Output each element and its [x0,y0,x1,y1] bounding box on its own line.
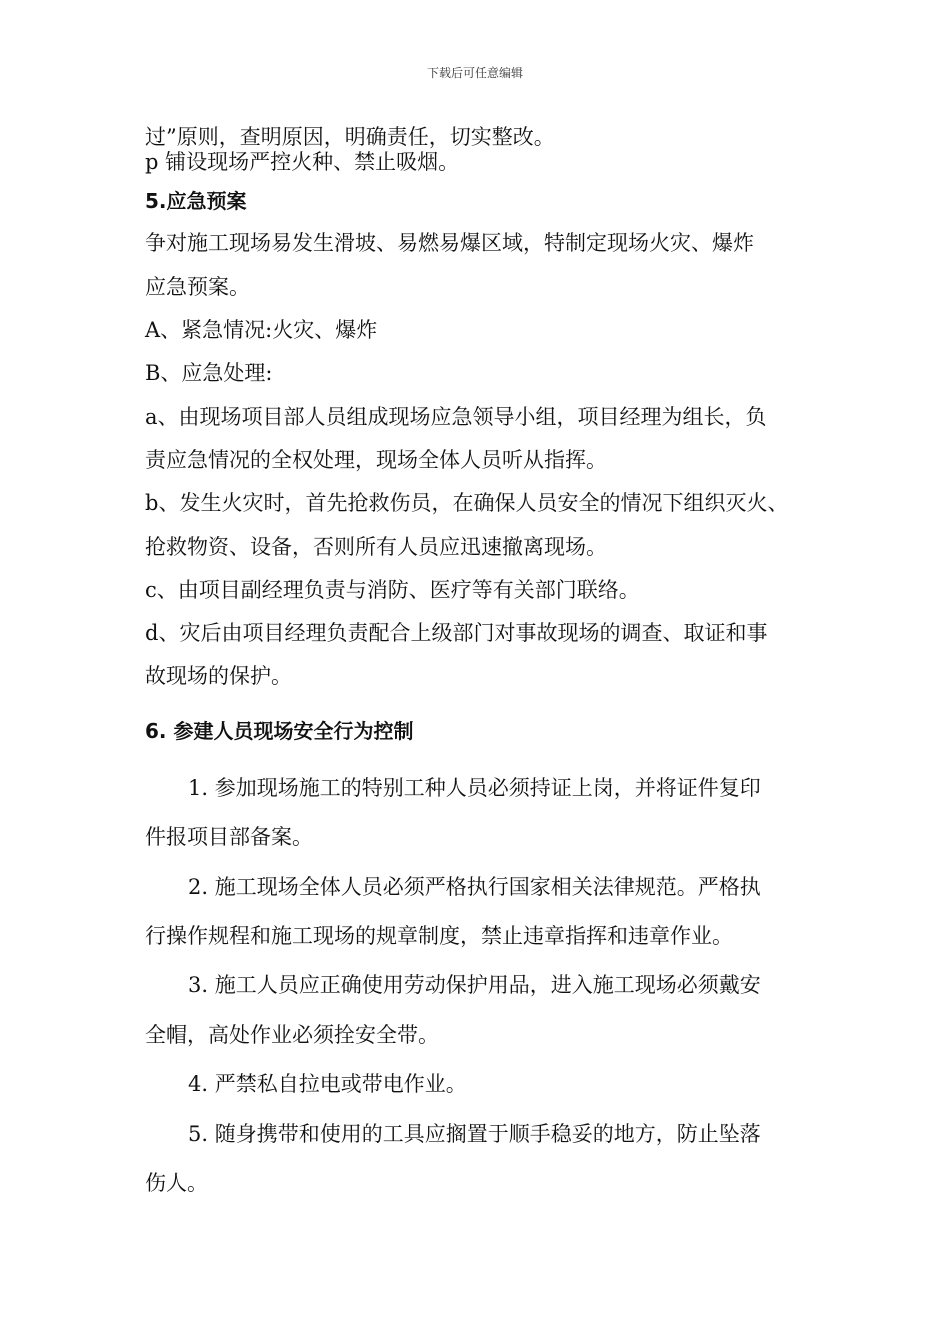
text-line: p 铺设现场严控火种、禁止吸烟。 [145,150,460,174]
text-line: 责应急情况的全权处理，现场全体人员听从指挥。 [145,448,607,472]
list-item-3-cont: 全帽，高处作业必须拴安全带。 [145,1023,439,1047]
list-item-1-cont: 件报项目部备案。 [145,825,313,849]
text-line: a、由现场项目部人员组成现场应急领导小组，项目经理为组长，负 [145,405,767,429]
list-item-5-cont: 伤人。 [145,1171,208,1195]
text-line: B、应急处理: [145,361,273,385]
text-line: 故现场的保护。 [145,664,292,688]
page-header: 下载后可任意编辑 [426,66,523,80]
list-item-2: 2. 施工现场全体人员必须严格执行国家相关法律规范。严格执 [188,875,761,899]
list-item-4: 4. 严禁私自拉电或带电作业。 [188,1072,467,1096]
text-line: A、紧急情况:火灾、爆炸 [145,318,378,342]
list-item-5: 5. 随身携带和使用的工具应搁置于顺手稳妥的地方，防止坠落 [188,1122,761,1146]
list-item-1: 1. 参加现场施工的特别工种人员必须持证上岗，并将证件复印 [188,776,761,800]
text-line: b、发生火灾时，首先抢救伤员，在确保人员安全的情况下组织灭火、 [145,491,789,515]
text-line: 抢救物资、设备，否则所有人员应迅速撤离现场。 [145,535,607,559]
text-line: 过”原则，查明原因，明确责任，切实整改。 [145,125,555,149]
list-item-2-cont: 行操作规程和施工现场的规章制度，禁止违章指挥和违章作业。 [145,924,733,948]
text-line: 应急预案。 [145,275,250,299]
section-heading-6: 6. 参建人员现场安全行为控制 [145,719,414,743]
text-line: c、由项目副经理负责与消防、医疗等有关部门联络。 [145,578,640,602]
text-line: 争对施工现场易发生滑坡、易燃易爆区域，特制定现场火灾、爆炸 [145,231,754,255]
section-heading-5: 5.应急预案 [145,189,247,213]
list-item-3: 3. 施工人员应正确使用劳动保护用品，进入施工现场必须戴安 [188,973,761,997]
text-line: d、灾后由项目经理负责配合上级部门对事故现场的调查、取证和事 [145,621,768,645]
